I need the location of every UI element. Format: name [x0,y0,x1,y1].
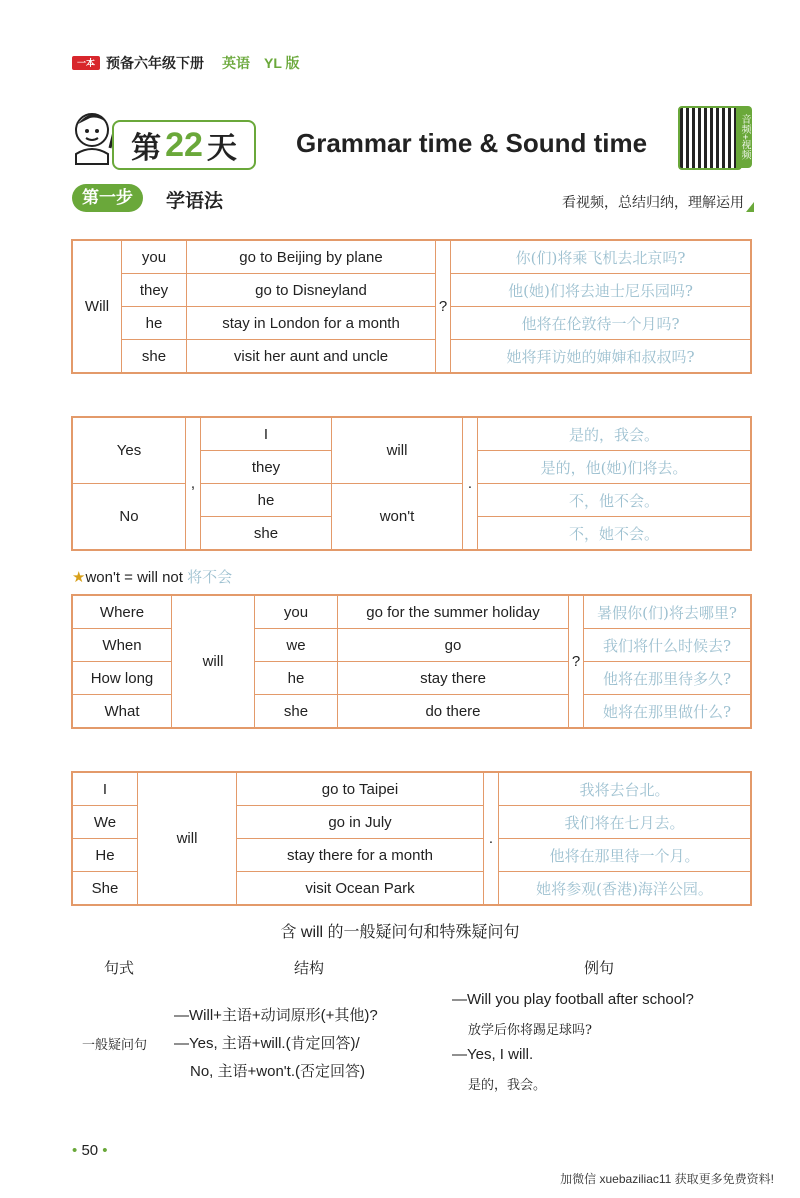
row-type-label: 一般疑问句 [82,1038,148,1053]
period-mark: . [463,417,478,550]
wont-cell: won't [332,484,463,551]
table-cell: stay in London for a month [187,307,436,340]
table-short-answers [71,416,752,551]
book-title: 预备六年级下册 [106,55,204,71]
structure-line: —Yes, 主语+will.(肯定回答)/ [174,1035,360,1052]
translation-cell: 他将在那里待多久? [584,662,752,695]
translation-cell: 她将拜访她的婶婶和叔叔吗? [451,340,752,374]
table-cell: go in July [237,806,484,839]
translation-cell: 我们将在七月去。 [499,806,752,839]
translation-cell: 你(们)将乘飞机去北京吗? [451,240,752,274]
table-cell: visit Ocean Park [237,872,484,906]
table-cell: When [72,629,172,662]
note-text: won't = will not [85,569,183,586]
aux-cell: will [172,595,255,728]
step-badge: 第一步 [72,184,143,212]
table-cell: he [255,662,338,695]
table-cell: she [122,340,187,374]
translation-cell: 不，她不会。 [478,517,752,551]
day-number: 22 [165,125,203,164]
star-icon: ★ [72,569,86,586]
table-cell: She [72,872,138,906]
table-cell: go to Beijing by plane [187,240,436,274]
dot-icon: • [72,1142,78,1159]
table-cell: go [338,629,569,662]
table-cell: stay there for a month [237,839,484,872]
aux-cell: will [138,772,237,905]
page-number-text: 50 [81,1142,99,1159]
step-note: 看视频，总结归纳，理解运用 [562,195,744,211]
table-cell: we [255,629,338,662]
table-cell: go to Disneyland [187,274,436,307]
dot-icon: • [102,1142,108,1159]
day-badge [112,120,256,170]
table-cell: he [201,484,332,517]
table-cell: do there [338,695,569,729]
example-translation: 是的，我会。 [468,1078,547,1093]
page-number [72,1142,108,1159]
day-prefix: 第 [131,132,162,165]
table-cell: she [255,695,338,729]
translation-cell: 是的，他(她)们将去。 [478,451,752,484]
table-cell: visit her aunt and uncle [187,340,436,374]
wont-note [72,566,232,587]
table-cell: We [72,806,138,839]
table-cell: go to Taipei [237,772,484,806]
yes-cell: Yes [72,417,186,484]
subject-label: 英语 [222,55,250,71]
translation-cell: 她将在那里做什么? [584,695,752,729]
aux-cell: Will [72,240,122,373]
footer-promo: 加微信 xuebaziliac11 获取更多免费资料! [560,1172,774,1186]
table-will-question [71,239,752,374]
column-header-example: 例句 [584,960,615,977]
translation-cell: 他(她)们将去迪士尼乐园吗? [451,274,752,307]
table-cell: I [201,417,332,451]
translation-cell: 不，他不会。 [478,484,752,517]
question-mark: ? [436,240,451,373]
translation-cell: 她将参观(香港)海洋公园。 [499,872,752,906]
section-heading: 含 will 的一般疑问句和特殊疑问句 [280,924,520,941]
table-cell: he [122,307,187,340]
example-sentence: —Will you play football after school? [452,991,694,1008]
step-title: 学语法 [166,191,224,212]
edition-label: YL 版 [264,55,300,71]
qr-tag: 音频+视频 [736,106,752,168]
note-cn: 将不会 [187,568,233,586]
corner-arrow-icon [746,202,754,212]
period-mark: . [484,772,499,905]
question-mark: ? [569,595,584,728]
translation-cell: 是的，我会。 [478,417,752,451]
table-will-statements [71,771,752,906]
lesson-title: Grammar time & Sound time [296,128,648,158]
day-suffix: 天 [206,132,237,165]
table-cell: you [122,240,187,274]
translation-cell: 我将去台北。 [499,772,752,806]
table-cell: they [122,274,187,307]
will-cell: will [332,417,463,484]
table-cell: they [201,451,332,484]
column-header-structure: 结构 [294,960,325,977]
column-header-type: 句式 [104,960,135,977]
qr-code-icon[interactable] [678,106,742,170]
example-translation: 放学后你将踢足球吗? [468,1023,592,1038]
example-sentence: —Yes, I will. [452,1046,534,1063]
table-cell: stay there [338,662,569,695]
comma-mark: , [186,417,201,550]
table-cell: He [72,839,138,872]
table-cell: she [201,517,332,551]
table-cell: What [72,695,172,729]
table-cell: How long [72,662,172,695]
table-cell: Where [72,595,172,629]
structure-line: No, 主语+won't.(否定回答) [190,1063,365,1080]
table-wh-questions [71,594,752,729]
table-cell: go for the summer holiday [338,595,569,629]
no-cell: No [72,484,186,551]
translation-cell: 他将在伦敦待一个月吗? [451,307,752,340]
translation-cell: 暑假你(们)将去哪里? [584,595,752,629]
publisher-logo: 一本 [72,56,100,70]
table-cell: you [255,595,338,629]
translation-cell: 他将在那里待一个月。 [499,839,752,872]
translation-cell: 我们将什么时候去? [584,629,752,662]
structure-line: —Will+主语+动词原形(+其他)? [174,1007,378,1024]
table-cell: I [72,772,138,806]
